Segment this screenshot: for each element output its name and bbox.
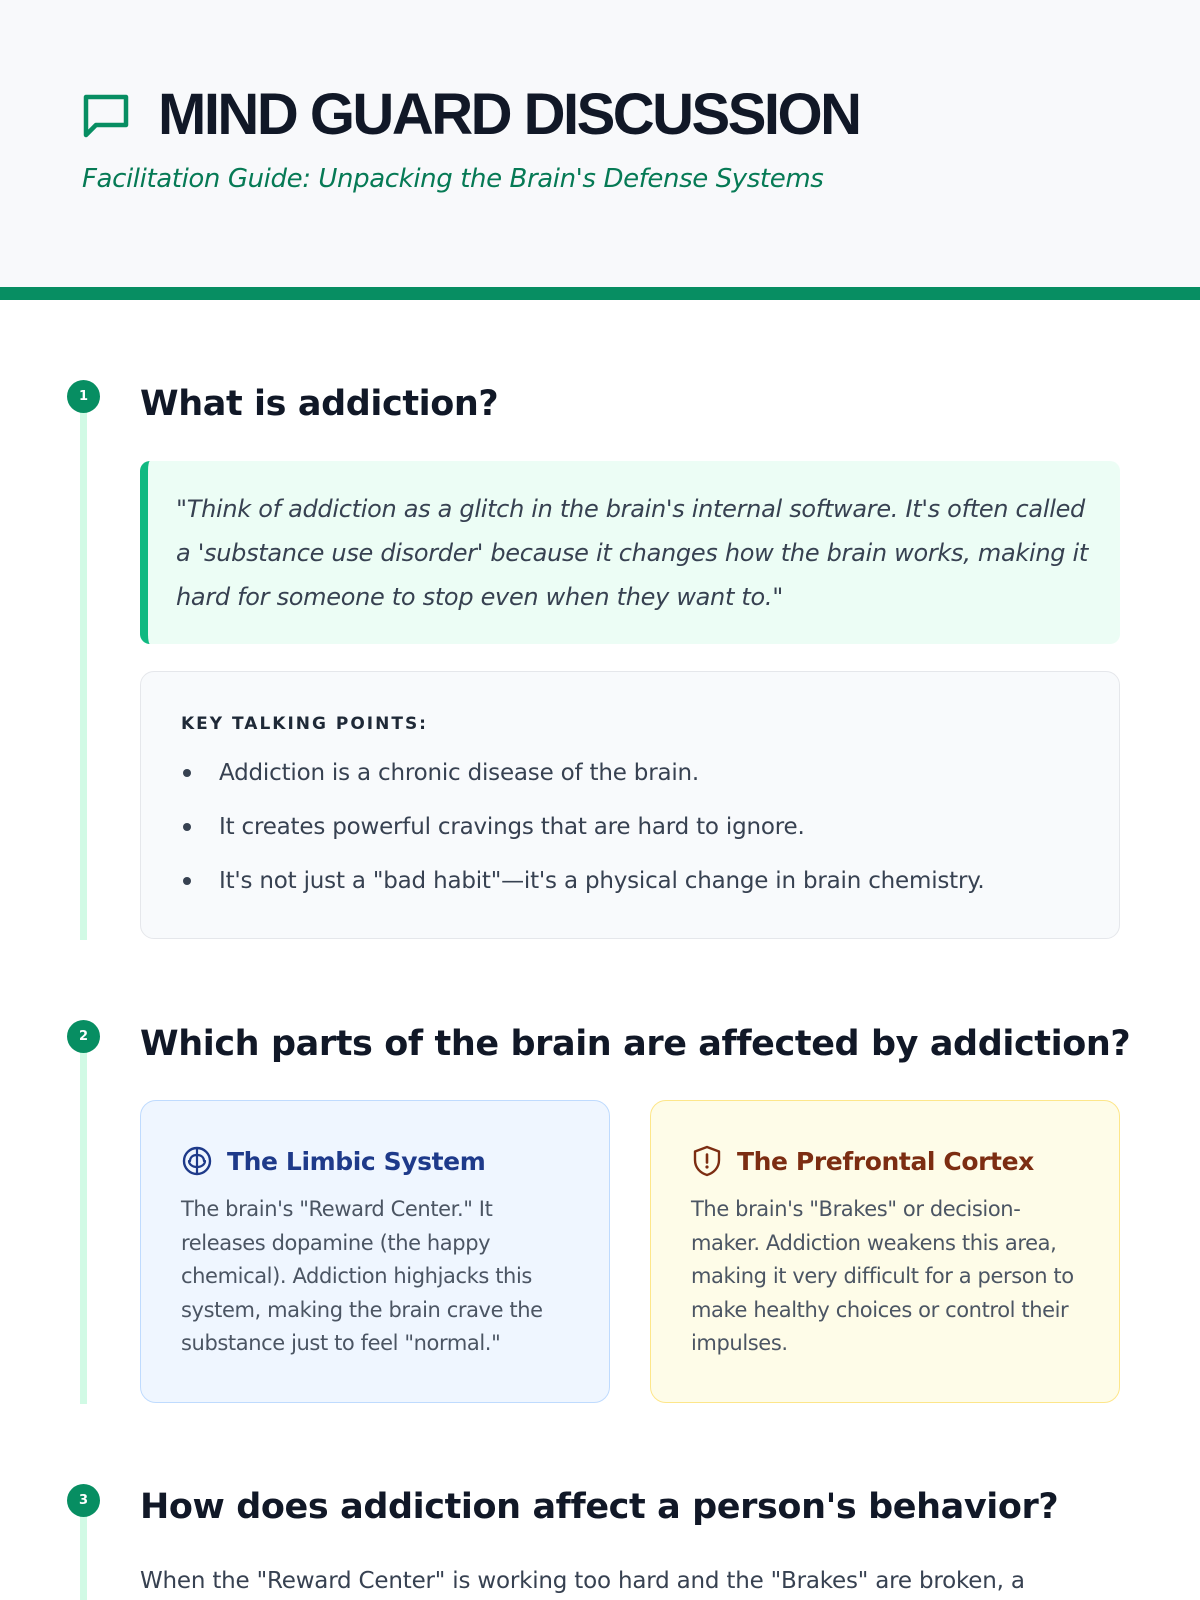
prefrontal-cortex-card	[650, 1100, 1120, 1403]
card-body: The brain's "Brakes" or decision-maker. Addiction weakens this area, making it very difficult for a person to make healthy choices or control their impulses.	[691, 1197, 1074, 1355]
list-item	[181, 854, 1079, 908]
step-badge: 3	[67, 1484, 100, 1517]
list-item-text: Addiction is a chronic disease of the brain.	[219, 760, 700, 786]
section-text: When the "Reward Center" is working too hard and the "Brakes" are broken, a	[140, 1568, 1025, 1594]
timeline-line	[80, 1052, 87, 1404]
bullet-icon	[183, 877, 191, 885]
page-title: MIND GUARD DISCUSSION	[158, 82, 860, 147]
key-points-list	[181, 746, 1079, 908]
shield-alert-icon	[691, 1145, 723, 1177]
title-row	[80, 82, 860, 148]
card-header	[691, 1145, 1079, 1177]
limbic-system-card	[140, 1100, 610, 1403]
card-title: The Limbic System	[227, 1146, 486, 1176]
bullet-icon	[183, 823, 191, 831]
step-badge: 2	[67, 1020, 100, 1053]
chat-bubble-icon	[80, 87, 136, 143]
timeline-line	[80, 1512, 87, 1600]
bullet-icon	[183, 769, 191, 777]
page-header	[0, 0, 1200, 300]
step-badge: 1	[67, 380, 100, 413]
card-header	[181, 1145, 569, 1177]
quote-box	[140, 461, 1120, 644]
section-title: How does addiction affect a person's behavior?	[140, 1487, 1059, 1527]
card-title: The Prefrontal Cortex	[737, 1146, 1034, 1176]
section-title: Which parts of the brain are affected by addiction?	[140, 1024, 1131, 1064]
list-item	[181, 746, 1079, 800]
list-item-text: It creates powerful cravings that are hard to ignore.	[219, 814, 805, 840]
key-points-heading: KEY TALKING POINTS:	[181, 714, 428, 734]
brain-icon	[181, 1145, 213, 1177]
list-item-text: It's not just a "bad habit"—it's a physical change in brain chemistry.	[219, 868, 985, 894]
key-points-box	[140, 671, 1120, 939]
page-subtitle: Facilitation Guide: Unpacking the Brain's Defense Systems	[82, 164, 824, 194]
section-title: What is addiction?	[140, 384, 499, 424]
list-item	[181, 800, 1079, 854]
timeline-line	[80, 412, 87, 940]
quote-text: "Think of addiction as a glitch in the brain's internal software. It's often called a 'substance use disorder' because it changes how the brain works, making it hard for someone to stop even when they want to."	[176, 495, 1088, 611]
card-body: The brain's "Reward Center." It releases dopamine (the happy chemical). Addiction highjacks this system, making the brain crave the substance just to feel "normal."	[181, 1197, 543, 1355]
